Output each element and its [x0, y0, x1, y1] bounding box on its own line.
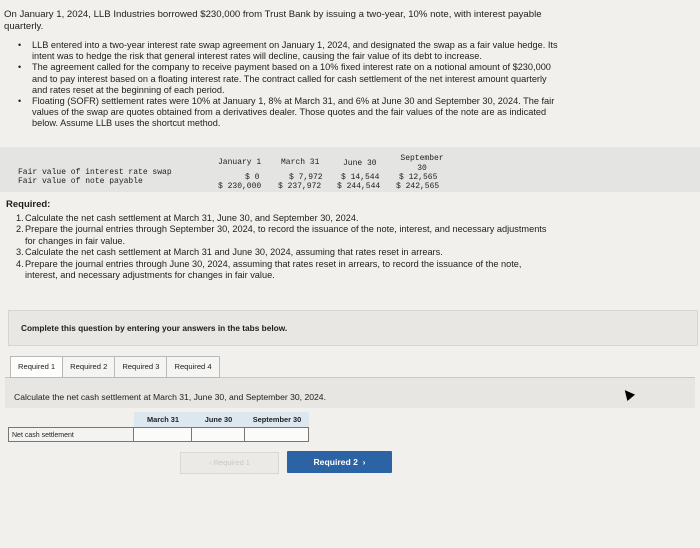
cell-swap-mar: $ 7,972	[289, 173, 323, 182]
cell-swap-jun: $ 14,544	[341, 173, 380, 182]
bullet-item	[18, 40, 643, 62]
cell-swap-sep: $ 12,565	[399, 173, 438, 182]
bullet-text: intent was to hedge the risk that general interest rates will decline, causing the fair value of its debt to increase.	[32, 51, 482, 62]
bullet-text: and rates reset at the beginning of each period.	[32, 84, 225, 95]
required-item	[16, 259, 656, 282]
col-header-jun: June 30	[343, 159, 377, 168]
input-june-30[interactable]	[192, 427, 245, 442]
bullet-dot: •	[18, 96, 22, 107]
scenario-bullets	[18, 40, 643, 130]
next-tab-label: Required 2	[313, 457, 358, 467]
next-tab-button[interactable]	[287, 451, 392, 473]
grid-col-june: June 30	[192, 412, 245, 427]
intro-line: On January 1, 2024, LLB Industries borrowed $230,000 from Trust Bank by issuing a two-year, 10% note, with interest payable	[4, 9, 542, 20]
input-march-31[interactable]	[134, 427, 192, 442]
required-item	[16, 224, 656, 247]
col-header-jan: January 1	[218, 158, 262, 167]
bullet-text: The agreement called for the company to receive payment based on a 10% fixed interest rate on a notional amount of $230,000	[32, 62, 551, 73]
grid-col-march: March 31	[134, 412, 192, 427]
bullet-text: Floating (SOFR) settlement rates were 10% at January 1, 8% at March 31, and 6% at June 30 and September 30, 2024. The fair	[32, 96, 555, 107]
bullet-dot: •	[18, 62, 22, 73]
required-number: 4.	[16, 258, 24, 269]
bullet-text: and to pay interest based on a floating interest rate. The contract called for cash settlement of the net interest amount quarterly	[32, 73, 547, 84]
required-text: Prepare the journal entries through June 30, 2024, assuming that rates reset in arrears, to record the issuance of the note,	[25, 258, 522, 269]
col-header-sep-line: September	[400, 154, 444, 163]
grid-col-september: September 30	[245, 412, 309, 427]
bullet-item	[18, 96, 643, 130]
required-text: Prepare the journal entries through September 30, 2024, to record the issuance of the note, interest, and necessary adjustments	[25, 224, 547, 235]
question-prompt: Calculate the net cash settlement at March 31, June 30, and September 30, 2024.	[14, 392, 326, 402]
required-text: interest, and necessary adjustments for changes in fair value.	[25, 270, 275, 281]
cell-note-jun: $ 244,544	[337, 182, 381, 191]
chevron-left-icon: ‹	[209, 458, 212, 467]
tab-required-1[interactable]: Required 1	[10, 356, 62, 378]
cell-note-mar: $ 237,972	[278, 182, 322, 191]
cell-note-sep: $ 242,565	[396, 182, 440, 191]
grid-row-label: Net cash settlement	[8, 427, 134, 442]
bullet-dot: •	[18, 40, 22, 50]
tab-required-3[interactable]: Required 3	[114, 356, 166, 378]
bullet-item	[18, 62, 643, 96]
tab-strip	[10, 356, 220, 378]
row-label-swap: Fair value of interest rate swap	[18, 168, 172, 177]
answer-grid	[8, 412, 310, 444]
instructions-banner	[8, 310, 698, 346]
required-list	[16, 213, 656, 281]
row-label-note: Fair value of note payable	[18, 177, 143, 186]
input-september-30[interactable]	[245, 427, 309, 442]
col-header-sep-line: 30	[417, 163, 427, 173]
chevron-right-icon: ›	[360, 457, 366, 467]
required-text: Calculate the net cash settlement at March 31 and June 30, 2024, assuming that rates reset in arrears.	[25, 247, 443, 258]
required-text: Calculate the net cash settlement at March 31, June 30, and September 30, 2024.	[25, 213, 359, 223]
tab-required-2[interactable]: Required 2	[62, 356, 114, 378]
required-heading: Required:	[6, 199, 51, 210]
required-number: 2.	[16, 224, 24, 235]
prev-tab-label: Required 1	[213, 458, 250, 467]
required-number: 3.	[16, 247, 24, 258]
intro-line: quarterly.	[4, 21, 44, 32]
bullet-text: values of the swap are quotes obtained from a derivatives dealer. Those quotes and the fair values of the note are as indicated	[32, 107, 547, 118]
bullet-text: below. Assume LLB uses the shortcut method.	[32, 118, 221, 129]
cell-note-jan: $ 230,000	[218, 182, 262, 191]
col-header-mar: March 31	[281, 158, 320, 167]
fair-value-table	[0, 147, 700, 192]
prev-tab-button[interactable]	[180, 452, 279, 474]
tab-required-4[interactable]: Required 4	[166, 356, 219, 378]
required-item	[16, 247, 656, 258]
required-text: for changes in fair value.	[25, 235, 126, 246]
cell-swap-jan: $ 0	[245, 173, 260, 182]
instructions-text: Complete this question by entering your answers in the tabs below.	[21, 323, 288, 333]
col-header-sep	[398, 154, 446, 173]
bullet-text: LLB entered into a two-year interest rate swap agreement on January 1, 2024, and designated the swap as a fair value hedge. Its	[32, 40, 558, 50]
required-item	[16, 213, 656, 224]
required-number: 1.	[16, 213, 24, 223]
intro-paragraph	[4, 9, 684, 33]
